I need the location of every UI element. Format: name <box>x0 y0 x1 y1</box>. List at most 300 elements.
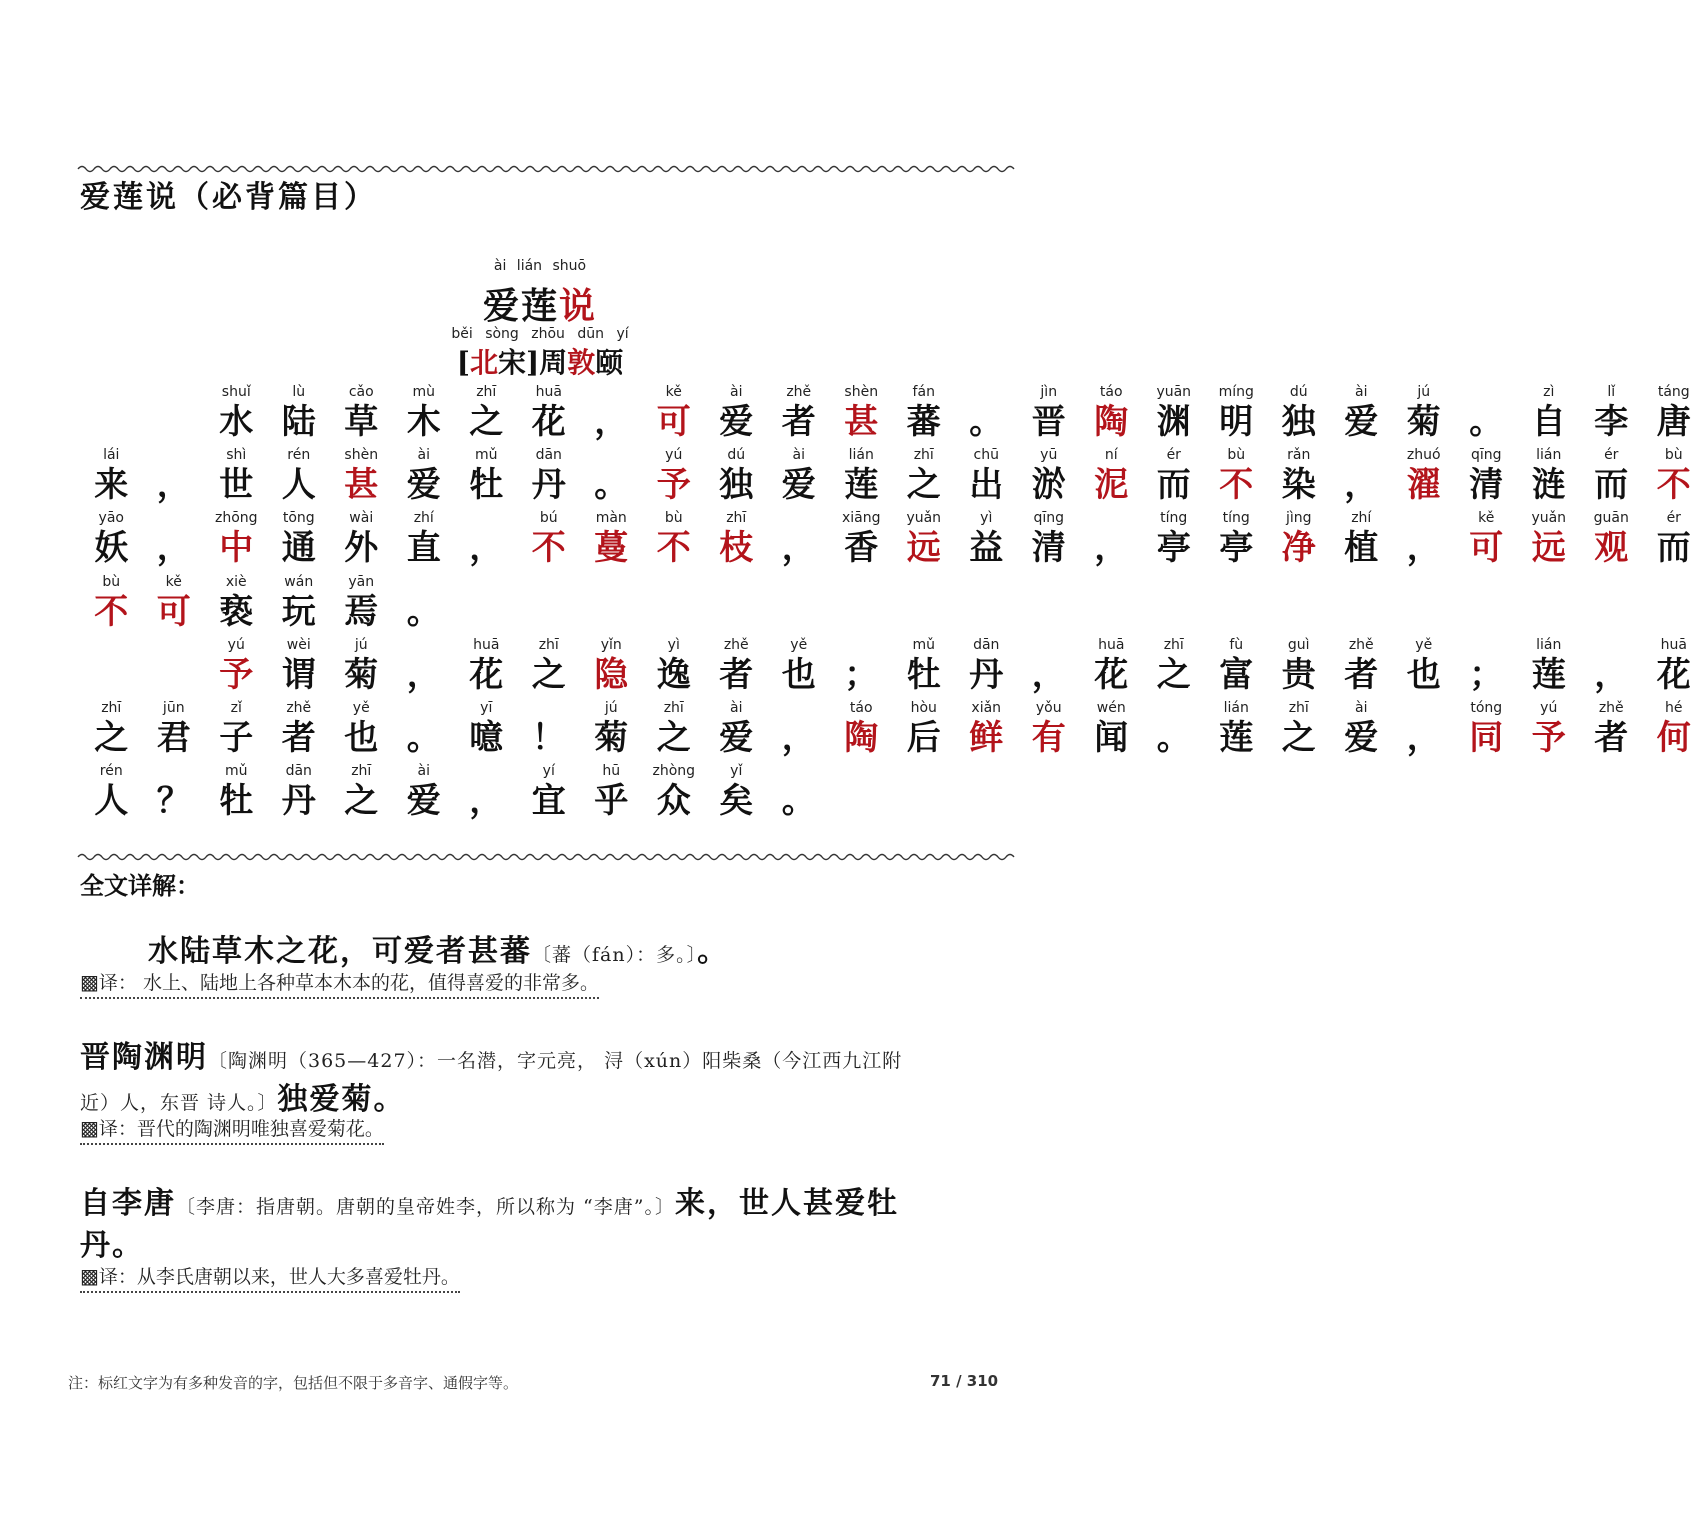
essay-char: 何 <box>1656 718 1691 758</box>
essay-char: 者 <box>1594 718 1629 758</box>
author-char: 周 <box>539 346 568 379</box>
detail-2-tail: 独爱菊。 <box>277 1082 406 1117</box>
title-pinyin: ài lián shuō <box>493 258 587 274</box>
essay-char: 。 <box>969 402 1004 442</box>
essay-char: 妖 <box>94 528 129 569</box>
essay-pinyin: qīng <box>1033 510 1065 527</box>
section-title: 爱莲说（必背篇目） <box>80 180 377 215</box>
essay-pinyin: fán <box>912 384 935 400</box>
essay-char: ！ <box>531 718 566 758</box>
essay-line <box>80 574 1000 638</box>
essay-pinyin: lián <box>1536 636 1562 653</box>
essay-pinyin: kě <box>665 384 682 400</box>
essay-pinyin: wèi <box>286 636 311 653</box>
essay-char: 之 <box>1281 718 1316 758</box>
essay-pinyin: ài <box>792 447 805 464</box>
essay-pinyin: yāo <box>98 510 124 527</box>
essay-pinyin: táo <box>849 700 873 716</box>
essay-char: 亭 <box>1219 528 1254 569</box>
essay-pinyin: bù <box>664 510 683 527</box>
essay-pinyin: mǔ <box>474 447 498 464</box>
essay-char: 而 <box>1656 528 1691 569</box>
essay-char: 。 <box>781 781 816 822</box>
essay-char: 蔓 <box>594 528 629 569</box>
essay-line <box>80 510 1691 574</box>
essay-char: 花 <box>1094 654 1129 695</box>
essay-pinyin: hòu <box>910 700 937 716</box>
essay-char: 也 <box>344 718 379 758</box>
essay-author <box>0 341 1080 381</box>
essay-pinyin: zhī <box>101 700 122 716</box>
essay-pinyin: yū <box>1040 447 1058 464</box>
essay-char: 爱 <box>719 402 754 442</box>
essay-char: 莲 <box>1531 654 1566 695</box>
middle-wavy-divider <box>78 852 1008 862</box>
essay-pinyin: tōng <box>282 510 315 527</box>
essay-pinyin: zhí <box>413 510 434 527</box>
essay-char: 植 <box>1344 528 1379 569</box>
essay-char: 众 <box>656 781 691 822</box>
essay-char: 唐 <box>1656 402 1691 442</box>
essay-pinyin: bú <box>539 510 558 527</box>
essay-char: 之 <box>531 654 566 695</box>
essay-pinyin: zǐ <box>230 700 242 716</box>
essay-pinyin: kě <box>1478 510 1495 527</box>
essay-char: 濯 <box>1406 465 1441 506</box>
essay-char: 菊 <box>594 718 629 758</box>
essay-title <box>0 278 1080 329</box>
essay-char: 菊 <box>344 654 379 695</box>
essay-char: 陶 <box>844 718 879 758</box>
essay-pinyin: lián <box>1536 447 1562 464</box>
essay-pinyin: shì <box>226 447 247 464</box>
essay-char: ， <box>781 718 816 758</box>
essay-char: 李 <box>1594 402 1629 442</box>
detail-3-tail: 来，世人甚爱牡 <box>674 1186 899 1221</box>
essay-char: 通 <box>281 528 316 569</box>
detail-2-note-cont: 近）人，东晋 诗人。〕 <box>80 1092 278 1114</box>
author-pinyin: běi sòng zhōu dūn yí <box>451 326 629 342</box>
essay-pinyin: lián <box>1223 700 1249 716</box>
essay-pinyin: yě <box>1415 636 1433 653</box>
essay-pinyin: yuān <box>1156 384 1192 400</box>
translation-marker-icon: ▩ <box>80 1264 99 1288</box>
essay-char: 之 <box>656 718 691 758</box>
essay-char: 世 <box>219 465 254 506</box>
detail-3-trans-text: 译：从李氏唐朝以来，世人大多喜爱牡丹。 <box>98 1266 460 1288</box>
essay-char: 枝 <box>719 528 754 569</box>
essay-char: 不 <box>656 528 691 569</box>
essay-char: 花 <box>1656 654 1691 695</box>
essay-pinyin: ài <box>730 384 743 400</box>
essay-pinyin: ài <box>417 763 430 780</box>
essay-char: 观 <box>1594 528 1629 569</box>
essay-pinyin: dú <box>727 447 746 464</box>
essay-pinyin: yú <box>1540 700 1558 716</box>
essay-pinyin: jú <box>354 636 368 653</box>
essay-char: 中 <box>219 528 254 569</box>
essay-char: 莲 <box>1219 718 1254 758</box>
essay-char: 陆 <box>281 402 316 442</box>
essay-char: 不 <box>531 528 566 569</box>
essay-pinyin: cǎo <box>348 384 374 400</box>
essay-char: 水 <box>219 402 254 442</box>
essay-pinyin: hū <box>602 763 621 780</box>
essay-char: 明 <box>1219 402 1254 442</box>
essay-char: 泥 <box>1094 465 1129 506</box>
essay-pinyin: zhī <box>476 384 497 400</box>
detail-1-sentence <box>148 926 729 970</box>
author-char: 宋 <box>497 346 526 379</box>
essay-char: 牡 <box>469 465 504 506</box>
essay-pinyin: huā <box>473 636 500 653</box>
essay-char: 陶 <box>1094 402 1129 442</box>
essay-char: 者 <box>1344 654 1379 695</box>
essay-char: ， <box>594 402 629 442</box>
essay-char: 可 <box>156 591 191 632</box>
essay-char: 者 <box>719 654 754 695</box>
essay-char: 来 <box>94 465 129 506</box>
essay-char: 渊 <box>1156 402 1191 442</box>
essay-char: 也 <box>781 654 816 695</box>
essay-pinyin: táng <box>1657 384 1690 400</box>
essay-char: 宜 <box>531 781 566 822</box>
essay-pinyin: bù <box>102 573 121 590</box>
essay-pinyin: ér <box>1604 447 1619 464</box>
essay-pinyin: mù <box>412 384 436 400</box>
essay-pinyin: yǐ <box>730 763 743 780</box>
essay-char: 涟 <box>1531 465 1566 506</box>
essay-pinyin: bù <box>1227 447 1246 464</box>
essay-pinyin: dān <box>285 763 312 780</box>
essay-pinyin: ài <box>730 700 743 716</box>
essay-pinyin: lù <box>292 384 306 400</box>
essay-char: 晋 <box>1031 402 1066 442</box>
detail-1-tail: 。 <box>697 934 730 969</box>
essay-char: 者 <box>281 718 316 758</box>
essay-pinyin: mǔ <box>224 763 248 780</box>
essay-char: 不 <box>1219 465 1254 506</box>
essay-line <box>80 700 1691 764</box>
essay-char: 子 <box>219 718 254 758</box>
essay-char: 而 <box>1156 465 1191 506</box>
essay-char: 人 <box>94 781 129 822</box>
essay-char: 净 <box>1281 528 1316 569</box>
essay-char: 乎 <box>594 781 629 822</box>
essay-char: 甚 <box>844 402 879 442</box>
essay-pinyin: wán <box>284 573 314 590</box>
essay-char: 。 <box>1469 402 1504 442</box>
essay-char: 爱 <box>1344 718 1379 758</box>
essay-char: 。 <box>406 591 441 632</box>
essay-char: 爱 <box>781 465 816 506</box>
detail-1-translation <box>80 968 599 999</box>
essay-pinyin: zhí <box>1351 510 1372 527</box>
essay-pinyin: zhī <box>351 763 372 780</box>
essay-char: 。 <box>594 465 629 506</box>
essay-pinyin: jìn <box>1040 384 1058 400</box>
author-char: 敦 <box>567 346 596 379</box>
essay-char: 亵 <box>219 591 254 632</box>
essay-pinyin: chū <box>973 447 999 464</box>
essay-pinyin: rén <box>287 447 311 464</box>
essay-char: ， <box>469 528 504 569</box>
essay-char: 焉 <box>344 591 379 632</box>
essay-char: 予 <box>219 654 254 695</box>
essay-pinyin: ní <box>1104 447 1118 464</box>
essay-line <box>80 447 1691 511</box>
essay-char: 逸 <box>656 654 691 695</box>
detail-1-trans-text: 译： 水上、陆地上各种草本木本的花，值得喜爱的非常多。 <box>98 972 599 994</box>
essay-char: 菊 <box>1406 402 1441 442</box>
essay-pinyin: táo <box>1099 384 1123 400</box>
essay-char: 之 <box>906 465 941 506</box>
essay-char: 而 <box>1594 465 1629 506</box>
translation-marker-icon: ▩ <box>80 1116 99 1140</box>
detail-1-main: 水陆草木之花，可爱者甚蕃 <box>148 934 532 969</box>
essay-line <box>80 384 1691 448</box>
essay-pinyin: yì <box>667 636 680 653</box>
essay-char: 隐 <box>594 654 629 695</box>
essay-char: 鲜 <box>969 718 1004 758</box>
essay-pinyin: yǐn <box>600 636 622 653</box>
essay-pinyin: zhī <box>538 636 559 653</box>
essay-pinyin: huā <box>1098 636 1125 653</box>
title-char: 莲 <box>520 285 559 327</box>
page-number: 71 / 310 <box>930 1372 999 1390</box>
essay-char: 自 <box>1531 402 1566 442</box>
essay-char: 清 <box>1469 465 1504 506</box>
essay-pinyin: xiè <box>225 573 247 590</box>
essay-pinyin: yì <box>980 510 993 527</box>
essay-pinyin: ér <box>1666 510 1681 527</box>
essay-pinyin: zhě <box>1598 700 1624 716</box>
essay-char: 牡 <box>906 654 941 695</box>
essay-char: 丹 <box>531 465 566 506</box>
essay-char: ， <box>781 528 816 569</box>
essay-char: ， <box>156 528 191 569</box>
essay-pinyin: xiāng <box>841 510 881 527</box>
essay-pinyin: ér <box>1166 447 1181 464</box>
essay-pinyin: zhī <box>913 447 934 464</box>
essay-char: 淤 <box>1031 465 1066 506</box>
essay-pinyin: huā <box>535 384 562 400</box>
essay-pinyin: rén <box>99 763 123 780</box>
essay-pinyin: zhě <box>723 636 749 653</box>
title-char: 爱 <box>482 285 521 327</box>
essay-pinyin: zhòng <box>652 763 696 780</box>
essay-char: 君 <box>156 718 191 758</box>
essay-char: 予 <box>1531 718 1566 758</box>
essay-char: 外 <box>344 528 379 569</box>
essay-pinyin: shèn <box>344 447 379 464</box>
essay-pinyin: tóng <box>1470 700 1503 716</box>
essay-char: ； <box>1469 654 1504 695</box>
essay-pinyin: dān <box>973 636 1000 653</box>
essay-pinyin: ài <box>1355 384 1368 400</box>
essay-pinyin: yuǎn <box>906 510 942 527</box>
detail-2-trans-text: 译：晋代的陶渊明唯独喜爱菊花。 <box>98 1118 384 1140</box>
detail-label: 全文详解： <box>80 872 200 900</box>
essay-char: 不 <box>94 591 129 632</box>
essay-pinyin: dú <box>1289 384 1308 400</box>
essay-char: 花 <box>531 402 566 442</box>
essay-char: 同 <box>1469 718 1504 758</box>
essay-pinyin: yě <box>352 700 370 716</box>
author-char: 北 <box>469 346 498 379</box>
detail-3-translation <box>80 1262 460 1293</box>
essay-char: 之 <box>344 781 379 822</box>
essay-pinyin: màn <box>595 510 627 527</box>
essay-pinyin: lái <box>103 447 120 464</box>
essay-pinyin: jú <box>1417 384 1431 400</box>
essay-pinyin: yě <box>790 636 808 653</box>
essay-char: ， <box>1031 654 1066 695</box>
essay-char: ， <box>1406 528 1441 569</box>
essay-char: ， <box>1406 718 1441 758</box>
essay-char: 。 <box>406 718 441 758</box>
detail-1-note: 〔蕃（fán）：多。〕 <box>532 944 698 966</box>
essay-char: 益 <box>969 528 1004 569</box>
essay-pinyin: yān <box>348 573 375 590</box>
essay-char: 远 <box>1531 528 1566 569</box>
essay-char: 闻 <box>1094 718 1129 758</box>
essay-pinyin: míng <box>1218 384 1254 400</box>
detail-2-main: 晋陶渊明 <box>80 1040 208 1075</box>
essay-pinyin: tíng <box>1222 510 1250 527</box>
author-char: ] <box>525 346 540 379</box>
essay-char: 爱 <box>406 465 441 506</box>
essay-pinyin: tíng <box>1160 510 1188 527</box>
essay-char: ， <box>406 654 441 695</box>
essay-pinyin: ài <box>417 447 430 464</box>
essay-pinyin: qīng <box>1470 447 1502 464</box>
essay-pinyin: yí <box>542 763 555 780</box>
essay-char: 甚 <box>344 465 379 506</box>
essay-pinyin: zhī <box>1288 700 1309 716</box>
essay-pinyin: fù <box>1229 636 1244 653</box>
essay-char: 牡 <box>219 781 254 822</box>
essay-char: 蕃 <box>906 402 941 442</box>
detail-2-translation <box>80 1114 384 1145</box>
essay-pinyin: zhě <box>286 700 312 716</box>
essay-pinyin: zhī <box>726 510 747 527</box>
essay-pinyin: guì <box>1287 636 1310 653</box>
essay-pinyin: rǎn <box>1287 447 1311 464</box>
essay-line <box>80 636 1691 701</box>
essay-char: 后 <box>906 718 941 758</box>
essay-char: 爱 <box>719 718 754 758</box>
title-char: 说 <box>559 285 598 327</box>
essay-pinyin: shèn <box>844 384 879 400</box>
essay-pinyin: jú <box>604 700 618 716</box>
essay-char: 出 <box>969 465 1004 506</box>
essay-pinyin: zhī <box>663 700 684 716</box>
essay-pinyin: shuǐ <box>221 384 251 400</box>
essay-char: 独 <box>1281 402 1316 442</box>
essay-pinyin: huā <box>1660 636 1687 653</box>
essay-pinyin: xiǎn <box>971 700 1002 716</box>
author-char: [ <box>456 346 470 379</box>
essay-pinyin: kě <box>165 573 182 590</box>
essay-char: ； <box>844 654 879 695</box>
essay-pinyin: bù <box>1664 447 1683 464</box>
detail-2-sentence <box>80 1032 902 1076</box>
essay-pinyin: guān <box>1593 510 1629 527</box>
essay-char: 有 <box>1031 718 1066 758</box>
essay-char: 花 <box>469 654 504 695</box>
essay-char: 丹 <box>969 654 1004 695</box>
essay-char: 草 <box>344 402 379 442</box>
detail-3-main: 自李唐 <box>80 1186 176 1221</box>
essay-line <box>80 763 1000 827</box>
essay-char: 玩 <box>281 591 316 632</box>
essay-pinyin: zì <box>1543 384 1555 400</box>
detail-3-sentence <box>80 1178 899 1222</box>
essay-char: 清 <box>1031 528 1066 569</box>
essay-pinyin: jūn <box>162 700 185 716</box>
essay-char: ， <box>1594 654 1629 695</box>
essay-char: ， <box>469 781 504 822</box>
essay-char: 染 <box>1281 465 1316 506</box>
essay-pinyin: zhōng <box>214 510 258 527</box>
essay-pinyin: yǒu <box>1035 700 1062 716</box>
essay-char: 莲 <box>844 465 879 506</box>
essay-char: 远 <box>906 528 941 569</box>
essay-pinyin: mǔ <box>912 636 936 653</box>
essay-char: 不 <box>1656 465 1691 506</box>
essay-char: 予 <box>656 465 691 506</box>
essay-pinyin: yú <box>665 447 683 464</box>
essay-char: ， <box>1344 465 1379 506</box>
essay-pinyin: lián <box>848 447 874 464</box>
essay-char: 。 <box>1156 718 1191 758</box>
detail-3-tail-cont: 丹。 <box>80 1228 144 1263</box>
essay-pinyin: zhī <box>1163 636 1184 653</box>
essay-char: 直 <box>406 528 441 569</box>
essay-char: 可 <box>1469 528 1504 569</box>
detail-2-sentence-cont <box>80 1074 406 1118</box>
essay-char: 可 <box>656 402 691 442</box>
essay-pinyin: yī <box>480 700 493 716</box>
essay-char: 亭 <box>1156 528 1191 569</box>
essay-char: 爱 <box>406 781 441 822</box>
essay-pinyin: jìng <box>1285 510 1312 527</box>
essay-pinyin: ài <box>1355 700 1368 716</box>
essay-char: 人 <box>281 465 316 506</box>
essay-char: 木 <box>406 402 441 442</box>
detail-3-sentence-cont <box>80 1220 144 1264</box>
essay-pinyin: wài <box>349 510 374 527</box>
essay-pinyin: zhě <box>1348 636 1374 653</box>
essay-pinyin: zhě <box>786 384 812 400</box>
essay-char: 独 <box>719 465 754 506</box>
detail-3-note: 〔李唐：指唐朝。唐朝的皇帝姓李，所以称为 “李唐”。〕 <box>176 1196 675 1218</box>
essay-char: 也 <box>1406 654 1441 695</box>
translation-marker-icon: ▩ <box>80 970 99 994</box>
essay-char: ？ <box>156 781 191 822</box>
essay-char: 香 <box>844 528 879 569</box>
essay-char: 之 <box>1156 654 1191 695</box>
footnote: 注：标红文字为有多种发音的字，包括但不限于多音字、通假字等。 <box>68 1374 519 1392</box>
essay-char: 者 <box>781 402 816 442</box>
essay-pinyin: wén <box>1096 700 1126 716</box>
essay-char: 谓 <box>281 654 316 695</box>
essay-char: 矣 <box>719 781 754 822</box>
essay-pinyin: yuǎn <box>1531 510 1567 527</box>
essay-char: 之 <box>94 718 129 758</box>
essay-pinyin: dān <box>535 447 562 464</box>
